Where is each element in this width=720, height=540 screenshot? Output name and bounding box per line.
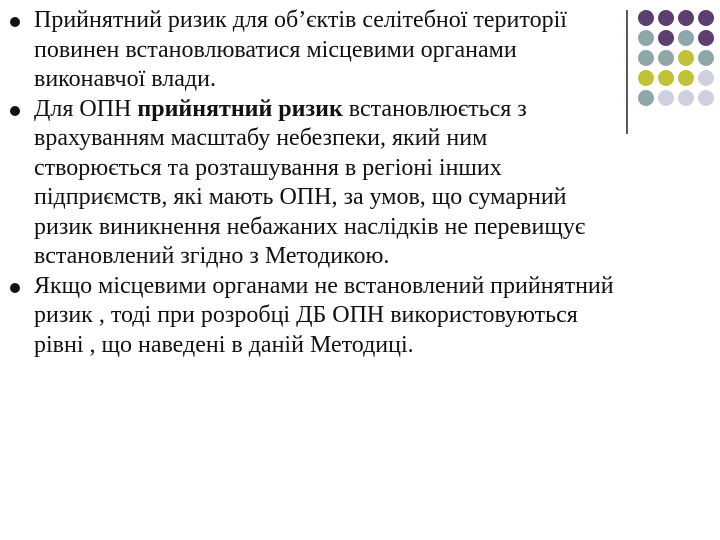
bullet-text: Прийнятний ризик для об’єктів селітебної території повинен встановлюватися місцевими органами виконавчої влади. [34,7,567,92]
bullet-item-2 [10,95,620,272]
decor-dot [658,50,674,66]
decor-dot [638,30,654,46]
divider-line [626,10,628,134]
decor-dot [698,90,714,106]
decor-dot [638,90,654,106]
decor-dot [678,50,694,66]
bullet-text-start: Для ОПН [34,95,138,122]
decor-dot [678,10,694,26]
bullet-item-3 [10,272,620,361]
decor-dot [658,10,674,26]
decor-dot [698,30,714,46]
bullet-text-end: встановлюється з врахуванням масштабу небезпеки, який ним створюється та розташування в регіоні інших підприємств, які мають ОПН, за умов, що сумарний ризик виникнення небажаних наслідків не перевищує встановлений згідно з Методикою. [34,95,586,269]
decor-dot [658,30,674,46]
decor-dot [678,90,694,106]
decor-dot [698,50,714,66]
bullet-text: Якщо місцевими органами не встановлений прийнятний ризик , тоді при розробці ДБ ОПН використовуються рівні , що наведені в даній Методиці. [34,272,614,358]
decorative-dot-grid [626,10,720,134]
bullet-item-1 [10,6,620,95]
decor-dot [658,90,674,106]
decor-dot [638,70,654,86]
decor-dot [698,10,714,26]
decor-dot [638,50,654,66]
decor-dot [678,30,694,46]
bullet-icon [10,17,20,27]
bullet-bold-term: прийнятний ризик [137,95,343,122]
decor-dot [658,70,674,86]
bullet-icon [10,283,20,293]
decor-dot [698,70,714,86]
bullet-icon [10,106,20,116]
decor-dot [678,70,694,86]
bullet-list [10,6,620,360]
decor-dot [638,10,654,26]
